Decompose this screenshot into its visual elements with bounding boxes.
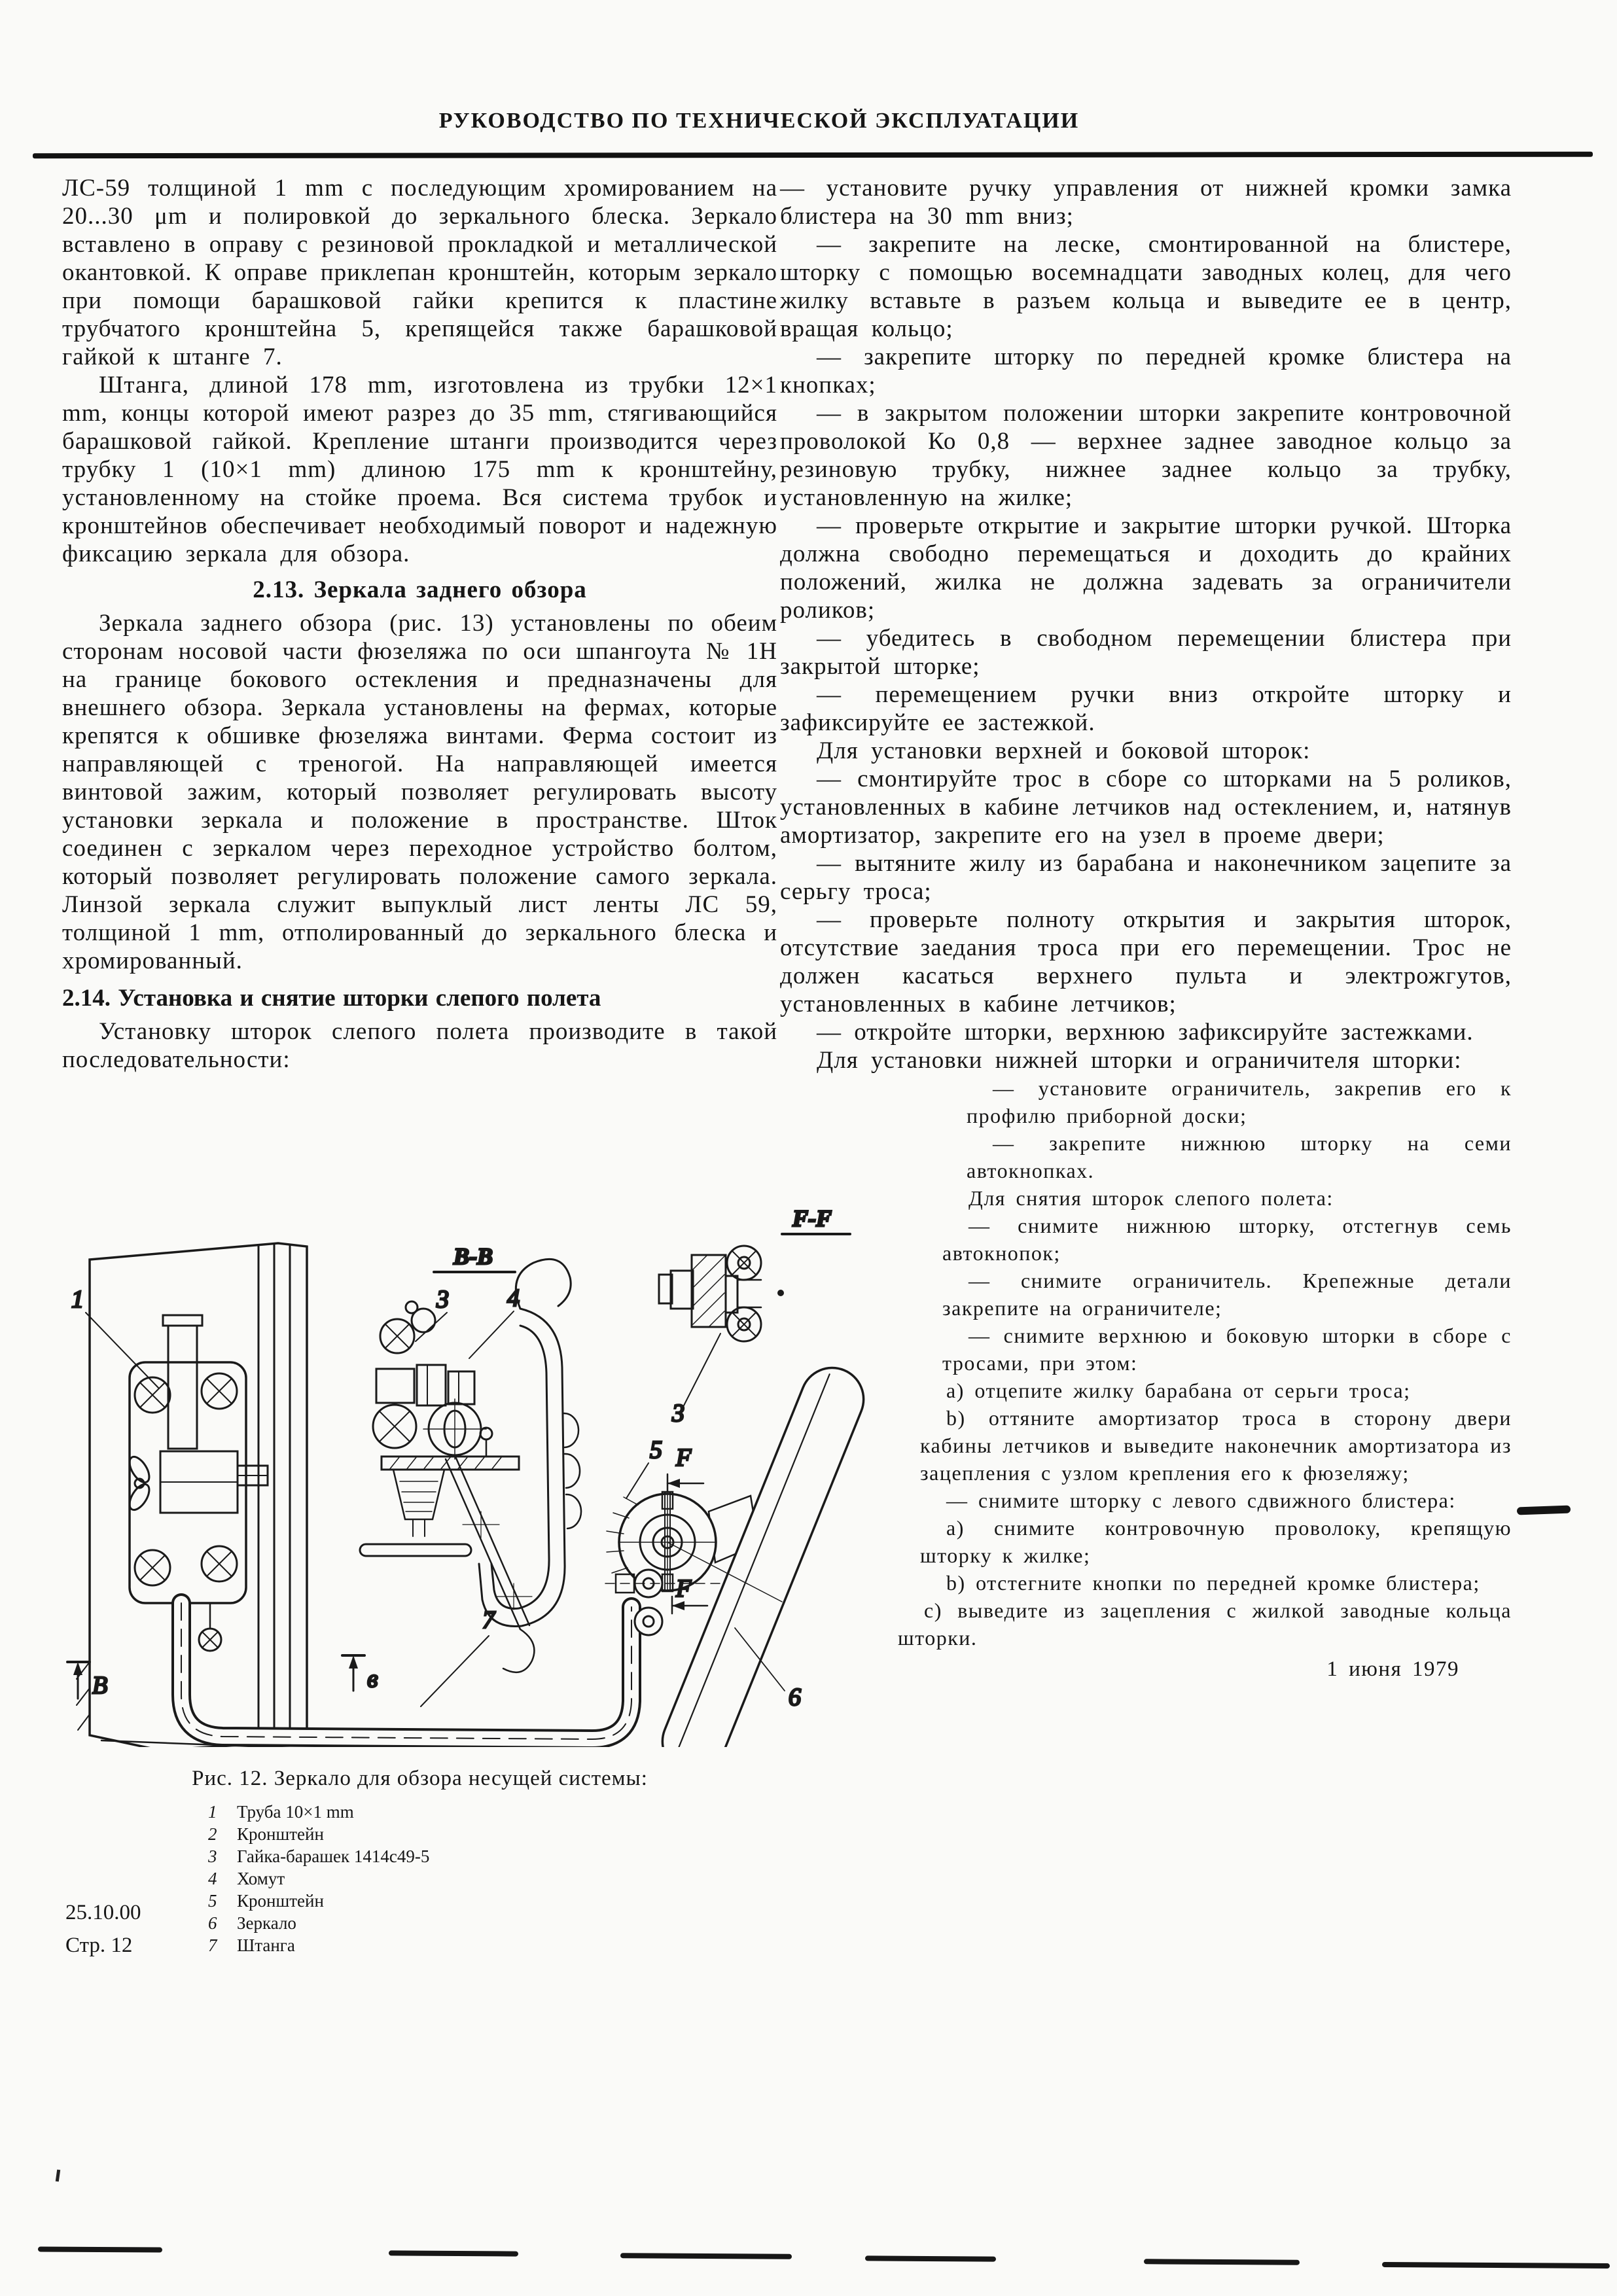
figure-label-b: В xyxy=(92,1672,108,1699)
screw-icon xyxy=(135,1550,170,1585)
bottom-rule-segment xyxy=(1144,2259,1300,2265)
list-item: — снимите верхнюю и боковую шторки в сборе с тросами, при этом: xyxy=(942,1324,1512,1375)
legend-item: 3 Гайка-барашек 1414с49-5 xyxy=(208,1846,430,1866)
screw-icon xyxy=(202,1546,237,1581)
figure-label-3: 3 xyxy=(436,1286,449,1313)
list-item: — в закрытом положении шторки закрепите контровочной проволокой Ко 0,8 — верхнее заднее заводное кольцо за резиновую трубку, нижнее заднее кольцо за трубку, установленную на жилке; xyxy=(780,400,1512,511)
figure-label-1: 1 xyxy=(71,1286,84,1313)
section-heading-2-14: 2.14. Установка и снятие шторки слепого полета xyxy=(62,985,601,1012)
list-item: — закрепите шторку по передней кромке блистера на кнопках; xyxy=(780,344,1512,398)
view-arrow-b-left xyxy=(67,1662,107,1699)
paragraph: ЛС-59 толщиной 1 mm с последующим хромированием на 20...30 μm и полировкой до зеркального блеска. Зеркало вставлено в оправу с резиновой прокладкой и металлической окантовкой. К оправе приклепан кронштейн, которым зеркало при помощи барашковой гайки крепится к пластине трубчатого кронштейна 5, крепящейся также барашковой гайкой к штанге 7. xyxy=(62,175,777,370)
fuselage-frame xyxy=(77,1243,307,1747)
figure-label-6: 6 xyxy=(789,1684,801,1711)
figure-label-4: 4 xyxy=(507,1284,520,1312)
list-item: — смонтируйте трос в сборе со шторками на 5 роликов, установленных в кабине летчиков над остеклением, и, натянув амортизатор, закрепите его на узел в проеме двери; xyxy=(780,766,1512,849)
list-item: — закрепите нижнюю шторку на семи автокнопках. xyxy=(967,1131,1512,1182)
list-item: — снимите нижнюю шторку, отстегнув семь автокнопок; xyxy=(942,1214,1512,1265)
figure-label-7: 7 xyxy=(482,1606,495,1634)
legend-item: 5 Кронштейн xyxy=(208,1891,324,1911)
section-heading-2-13: 2.13. Зеркала заднего обзора xyxy=(253,576,587,603)
list-item: — перемещением ручки вниз откройте шторку и зафиксируйте ее застежкой. xyxy=(780,681,1512,736)
clamp-bracket-assembly xyxy=(126,1315,268,1651)
header-title: РУКОВОДСТВО ПО ТЕХНИЧЕСКОЙ ЭКСПЛУАТАЦИИ xyxy=(438,109,1080,133)
figure-legend xyxy=(208,1801,429,1956)
legend-item: 7 Штанга xyxy=(208,1935,295,1955)
screw-icon xyxy=(135,1377,170,1413)
bottom-rule-segment xyxy=(620,2253,792,2259)
shtanga-rod xyxy=(181,1603,631,1739)
legend-item: 4 Хомут xyxy=(208,1869,285,1888)
view-arrow-b-center xyxy=(342,1655,378,1693)
footer-left xyxy=(65,1896,141,1962)
screw-icon xyxy=(202,1373,237,1409)
figure-caption: Рис. 12. Зеркало для обзора несущей системы: xyxy=(192,1767,648,1790)
section-f-f-label: F-F xyxy=(792,1205,832,1231)
figure-12-drawing xyxy=(62,1204,965,1747)
left-column xyxy=(62,174,777,1074)
list-item: — вытяните жилу из барабана и наконечником зацепите за серьгу троса; xyxy=(780,850,1512,905)
figure-label-b: в xyxy=(367,1665,378,1693)
list-item: Для установки верхней и боковой шторок: xyxy=(817,737,1311,764)
list-item: — проверьте полноту открытия и закрытия шторок, отсутствие заедания троса при его перемещении. Трос не должен касаться верхнего пульта и электрожгутов, установленных в кабине летчиков; xyxy=(780,906,1512,1017)
bottom-rule-segment xyxy=(865,2255,996,2261)
figure-label-5: 5 xyxy=(650,1436,662,1464)
paragraph: Зеркала заднего обзора (рис. 13) установлены по обеим сторонам носовой части фюзеляжа по оси шпангоута № 1Н на границе бокового остекления и предназначены для внешнего обзора. Зеркала установлены на фермах, которые крепятся к обшивке фюзеляжа винтами. Ферма состоит из направляющей с треногой. На направляющей имеется винтовой зажим, который позволяет регулировать высоту установки зеркала и положение в пространстве. Шток соединен с зеркалом через переходное устройство болтом, который позволяет регулировать положение самого зеркала. Линзой зеркала служит выпуклый лист ленты ЛС 59, толщиной 1 mm, отполированный до зеркального блеска и хромированный. xyxy=(62,610,777,974)
legend-item: 2 Кронштейн xyxy=(208,1824,324,1844)
figure-label-3: 3 xyxy=(672,1400,684,1427)
list-item: — снимите шторку с левого сдвижного блистера: xyxy=(946,1489,1456,1512)
list-item: Для установки нижней шторки и ограничителя шторки: xyxy=(817,1047,1462,1074)
list-item: с) выведите из зацепления с жилкой заводные кольца шторки. xyxy=(898,1598,1512,1650)
doc-code: 25.10.00 xyxy=(65,1901,141,1924)
paragraph: Штанга, длиной 178 mm, изготовлена из трубки 12×1 mm, концы которой имеют разрез до 35 mm, стягивающийся барашковой гайкой. Крепление штанги производится через трубку 1 (10×1 mm) длиною 175 mm к кронштейну, установленному на стойке проема. Вся система трубок и кронштейнов обеспечивает необходимый поворот и надежную фиксацию зеркала для обзора. xyxy=(62,372,777,567)
list-item: — откройте шторки, верхнюю зафиксируйте застежками. xyxy=(817,1019,1474,1046)
bottom-rule-segment xyxy=(1382,2262,1610,2269)
legend-item: 1 Труба 10×1 mm xyxy=(208,1802,354,1822)
page-number: Стр. 12 xyxy=(65,1934,133,1957)
list-item: а) снимите контровочную проволоку, крепящую шторку к жилке; xyxy=(920,1516,1512,1567)
figure-wrap-spacer xyxy=(780,1074,967,1159)
header-rule xyxy=(33,152,1593,158)
scan-artifact xyxy=(56,2170,60,2182)
list-item: — установите ограничитель, закрепив его к профилю приборной доски; xyxy=(967,1076,1512,1127)
list-item: а) отцепите жилку барабана от серьги троса; xyxy=(946,1379,1411,1402)
list-item: — проверьте открытие и закрытие шторки ручкой. Шторка должна свободно перемещаться и доходить до крайних положений, жилка не должна задевать за ограничители роликов; xyxy=(780,512,1512,624)
margin-mark xyxy=(1517,1506,1571,1515)
section-b-b-detail xyxy=(360,1243,581,1672)
legend-item: 6 Зеркало xyxy=(208,1913,296,1933)
paragraph: Установку шторок слепого полета производите в такой последовательности: xyxy=(62,1018,777,1073)
page-header xyxy=(39,109,1479,133)
section-b-b-label: В-В xyxy=(453,1243,493,1269)
revision-date: 1 июня 1979 xyxy=(1326,1657,1459,1681)
list-item: Для снятия шторок слепого полета: xyxy=(968,1186,1334,1210)
list-item: b) оттяните амортизатор троса в сторону двери кабины летчиков и выведите наконечник амортизатора из зацепления с узлом крепления его к фюзеляжу; xyxy=(920,1406,1512,1485)
figure-label-f-top: F xyxy=(676,1444,692,1472)
bottom-rule-segment xyxy=(38,2246,162,2252)
list-item: b) отстегните кнопки по передней кромке блистера; xyxy=(946,1571,1480,1595)
bottom-rule-segment xyxy=(389,2250,518,2256)
list-item: — закрепите на леске, смонтированной на блистере, шторку с помощью восемнадцати заводных колец, для чего жилку вставьте в разъем кольца и выведите ее в центр, вращая кольцо; xyxy=(780,231,1512,342)
list-item: — установите ручку управления от нижней кромки замка блистера на 30 mm вниз; xyxy=(780,175,1512,230)
list-item: — убедитесь в свободном перемещении блистера при закрытой шторке; xyxy=(780,625,1512,680)
list-item: — снимите ограничитель. Крепежные детали закрепите на ограничителе; xyxy=(942,1269,1512,1320)
figure-label-f-bottom: F xyxy=(676,1575,692,1602)
